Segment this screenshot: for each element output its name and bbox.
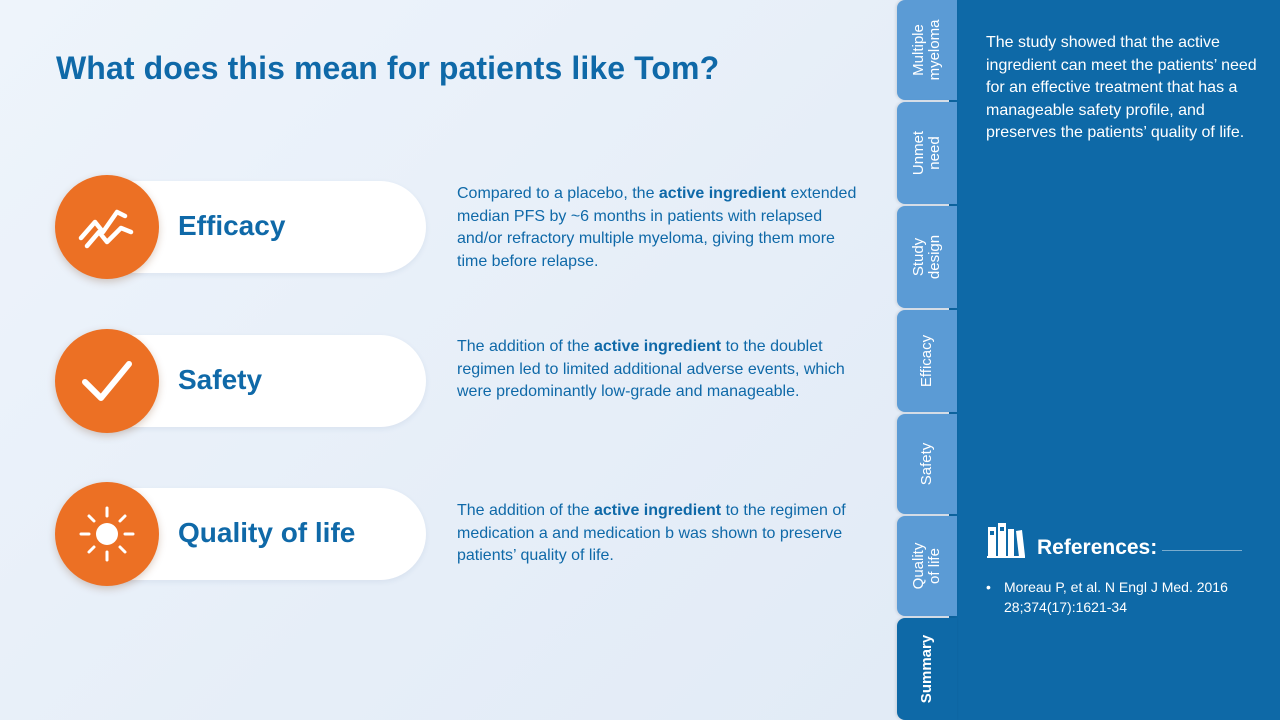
tab-label: Efficacy — [918, 334, 935, 388]
tab-label: myeloma — [926, 19, 943, 81]
safety-description: The addition of the active ingredient to the doublet regimen led to limited additional adverse events, which were predominantly low-grade and manageable. — [457, 338, 845, 400]
tab-safety[interactable] — [897, 414, 957, 514]
tab-label: Unmet — [910, 130, 927, 176]
tab-label: Safety — [918, 442, 935, 486]
efficacy-description: Compared to a placebo, the active ingredient extended median PFS by ~6 months in patients with relapsed and/or refractory multiple myeloma, giving them more time before relapse. — [457, 185, 857, 270]
reference-text: Moreau P, et al. N Engl J Med. 2016 28;374(17):1621-34 — [1004, 579, 1228, 615]
safety-label: Safety — [178, 364, 263, 395]
checkmark-icon — [79, 356, 135, 406]
safety-icon-circle — [55, 329, 159, 433]
tab-unmet-need[interactable] — [897, 102, 957, 204]
trend-chart-icon — [77, 202, 137, 252]
tab-label: need — [926, 136, 943, 170]
quality-of-life-label: Quality of life — [178, 517, 356, 548]
books-icon — [986, 521, 1026, 559]
tab-label: Study — [910, 237, 927, 277]
tab-efficacy[interactable] — [897, 310, 957, 412]
tab-label: Multiple — [910, 24, 927, 76]
tab-label: Quality — [910, 542, 927, 590]
summary-text: The study showed that the active ingredient can meet the patients’ need for an effective treatment that has a manageable safety profile, and preserves the patients’ quality of life. — [986, 34, 1257, 141]
reference-bullet: • — [986, 579, 991, 595]
tab-label: Summary — [918, 634, 935, 704]
references-divider — [1162, 550, 1242, 551]
tab-label: of life — [926, 548, 943, 584]
references-title: References: — [1037, 536, 1158, 559]
sun-icon — [77, 504, 137, 564]
tab-multiple-myeloma[interactable] — [897, 0, 957, 100]
page-title: What does this mean for patients like Tom? — [56, 50, 720, 86]
tab-study-design[interactable] — [897, 206, 957, 308]
efficacy-icon-circle — [55, 175, 159, 279]
tab-label: design — [926, 234, 943, 280]
tab-summary[interactable] — [897, 618, 957, 720]
quality-of-life-description: The addition of the active ingredient to the regimen of medication a and medication b was shown to preserve patients’ quality of life. — [457, 502, 846, 564]
efficacy-label: Efficacy — [178, 210, 286, 241]
tab-quality-of-life[interactable] — [897, 516, 957, 616]
quality-of-life-icon-circle — [55, 482, 159, 586]
